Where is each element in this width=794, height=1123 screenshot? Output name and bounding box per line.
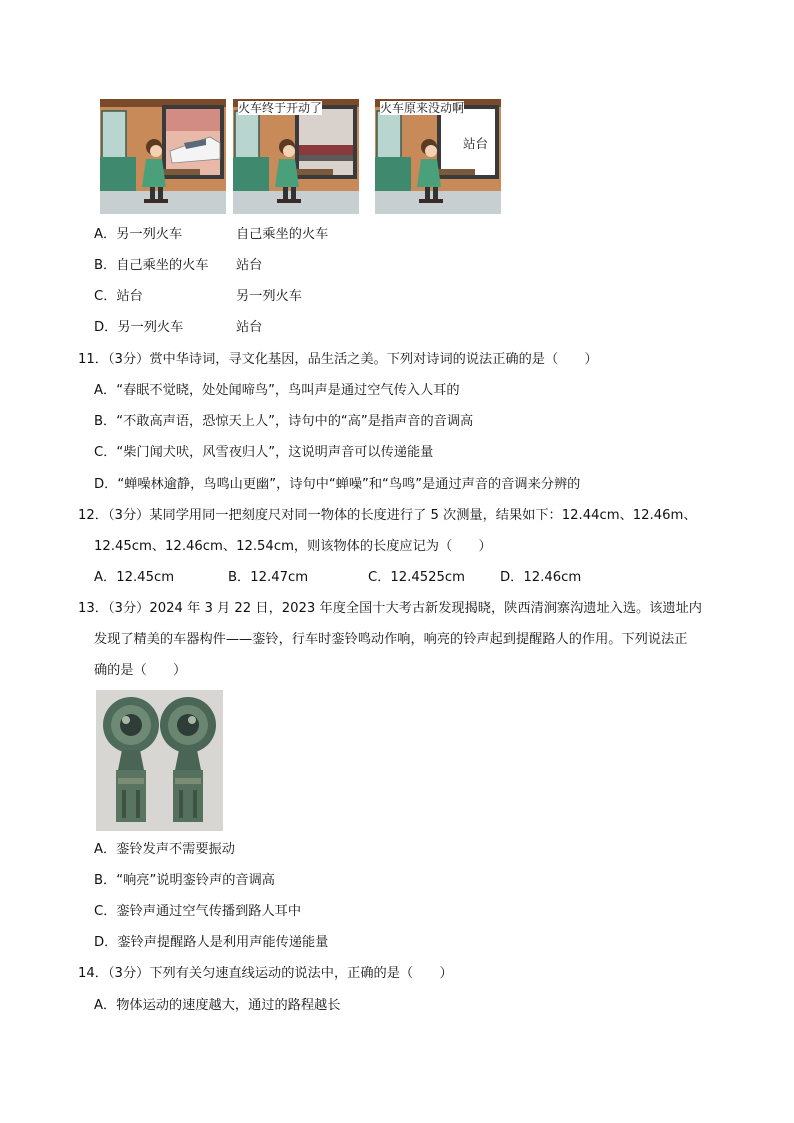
q10-option-c-second: 另一列火车 — [236, 289, 302, 304]
q10-option-c — [94, 288, 143, 306]
q13-stem-line-3: 确的是（ ） — [94, 663, 187, 678]
option-letter: A． — [94, 227, 117, 242]
q12-option-a: A．12.45cm — [94, 570, 175, 585]
q11-option-b: B．“不敢高声语，恐惊天上人”，诗句中的“高”是指声音的音调高 — [94, 414, 474, 429]
q14-option-a: A．物体运动的速度越大，通过的路程越长 — [94, 998, 341, 1013]
q13-option-a: A．銮铃发声不需要振动 — [94, 842, 235, 857]
q13-stem-line-2: 发现了精美的车器构件——銮铃，行车时銮铃鸣动作响，响亮的铃声起到提醒路人的作用。下列说法正 — [94, 632, 688, 647]
luanling-bells-photo — [96, 690, 223, 831]
option-first: 站台 — [116, 289, 143, 304]
q13-option-d: D．銮铃声提醒路人是利用声能传递能量 — [94, 935, 329, 950]
train-panel-3 — [375, 99, 501, 214]
bronze-bells-image — [96, 690, 223, 831]
panel-2-caption: 火车终于开动了 — [238, 101, 323, 115]
q10-option-d-second: 站台 — [236, 320, 263, 335]
q10-option-d — [94, 319, 183, 337]
q13-option-c: C．銮铃声通过空气传播到路人耳中 — [94, 904, 302, 919]
option-first: 另一列火车 — [117, 320, 184, 335]
q12-option-c: C．12.4525cm — [368, 570, 466, 585]
q10-option-a-second: 自己乘坐的火车 — [236, 227, 329, 242]
q13-option-b: B．“响亮”说明銮铃声的音调高 — [94, 873, 275, 888]
train-panel-2-illustration — [233, 99, 359, 214]
option-letter: D． — [94, 320, 118, 335]
train-panel-3-illustration — [375, 99, 501, 214]
panel-3-caption: 火车原来没动啊 — [380, 101, 465, 115]
option-first: 另一列火车 — [116, 227, 183, 242]
q10-option-b-second: 站台 — [236, 258, 263, 273]
q11-option-d: D．“蝉噪林逾静，鸟鸣山更幽”，诗句中“蝉噪”和“鸟鸣”是通过声音的音调来分辨的 — [94, 477, 581, 492]
train-panel-1-illustration — [100, 99, 226, 214]
q12-stem-line-1: 12．（3分）某同学用同一把刻度尺对同一物体的长度进行了 5 次测量，结果如下：12.44cm、12.46m、 — [78, 508, 697, 523]
q12-option-b: B．12.47cm — [228, 570, 309, 585]
option-first: 自己乘坐的火车 — [116, 258, 209, 273]
q11-option-c: C．“柴门闻犬吠，风雪夜归人”，这说明声音可以传递能量 — [94, 445, 434, 460]
train-panel-2 — [233, 99, 359, 214]
option-letter: B． — [94, 258, 117, 273]
q11-option-a: A．“春眠不觉晓，处处闻啼鸟”，鸟叫声是通过空气传入人耳的 — [94, 383, 460, 398]
q11-stem: 11．（3分）赏中华诗词，寻文化基因，品生活之美。下列对诗词的说法正确的是（ ） — [78, 352, 598, 367]
q10-option-b — [94, 257, 209, 275]
train-panel-1 — [100, 99, 226, 214]
q14-stem: 14．（3分）下列有关匀速直线运动的说法中，正确的是（ ） — [78, 966, 453, 981]
q12-option-d: D．12.46cm — [500, 570, 582, 585]
platform-sign: 站台 — [463, 136, 489, 151]
q12-stem-line-2: 12.45cm、12.46cm、12.54cm，则该物体的长度应记为（ ） — [94, 539, 492, 554]
option-letter: C． — [94, 289, 117, 304]
q13-stem-line-1: 13．（3分）2024 年 3 月 22 日，2023 年度全国十大考古新发现揭晓，陕西清涧寨沟遗址入选。该遗址内 — [78, 601, 702, 616]
q10-option-a — [94, 226, 182, 244]
